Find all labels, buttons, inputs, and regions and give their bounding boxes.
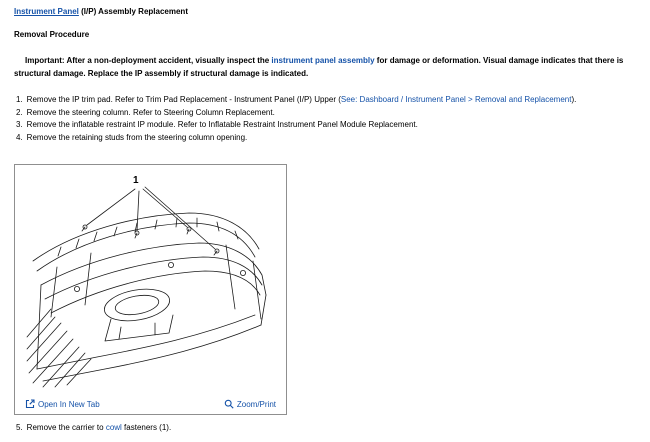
page-title bbox=[14, 7, 636, 17]
step-4-number: 4. bbox=[16, 132, 23, 142]
step-5-number: 5. bbox=[16, 423, 23, 432]
zoom-print-label: Zoom/Print bbox=[236, 399, 276, 409]
step-2 bbox=[16, 107, 636, 120]
important-text-after: for damage or deformation. Visual damage indicates that there is structural damage. Replace the IP assembly if structural damage is indicated. bbox=[14, 56, 624, 78]
step-5 bbox=[16, 422, 636, 435]
step-1-text bbox=[27, 94, 577, 107]
cowl-link[interactable]: cowl bbox=[105, 423, 122, 432]
zoom-print-link[interactable] bbox=[224, 399, 276, 409]
step-2-text: Remove the steering column. Refer to Steering Column Replacement. bbox=[26, 107, 275, 117]
important-label: Important: bbox=[25, 56, 65, 65]
title-instrument-panel-link[interactable]: Instrument Panel bbox=[14, 7, 79, 16]
step-1-text-after: ). bbox=[571, 95, 577, 104]
open-in-new-tab-icon bbox=[25, 399, 35, 409]
step-1-text-before: Remove the IP trim pad. Refer to Trim Pad Replacement - Instrument Panel (I/P) Upper ( bbox=[26, 95, 341, 104]
instrument-panel-drawing bbox=[21, 169, 281, 397]
step-3 bbox=[16, 119, 636, 132]
diagram-figure bbox=[14, 164, 287, 415]
open-in-new-tab-link[interactable] bbox=[25, 399, 100, 409]
magnifier-icon bbox=[224, 399, 234, 409]
step-3-text: Remove the inflatable restraint IP module. Refer to Inflatable Restraint Instrument Panel Module Replacement. bbox=[26, 120, 418, 129]
important-text-before: After a non-deployment accident, visually inspect the bbox=[64, 56, 272, 65]
step-1 bbox=[16, 94, 636, 107]
step-4-text: Remove the retaining studs from the steering column opening. bbox=[26, 132, 248, 142]
step-5-text-after: fasteners (1). bbox=[121, 423, 172, 432]
step-1-reference-link[interactable]: See: Dashboard / Instrument Panel > Removal and Replacement bbox=[340, 95, 572, 104]
step-5-text bbox=[27, 422, 172, 435]
important-note bbox=[14, 54, 636, 80]
step-4 bbox=[16, 132, 636, 145]
instrument-panel-diagram bbox=[15, 165, 286, 397]
step-5-text-before: Remove the carrier to bbox=[26, 423, 106, 432]
figure-callout-1: 1 bbox=[132, 175, 139, 186]
open-in-new-tab-label: Open In New Tab bbox=[38, 399, 100, 409]
step-3-number: 3. bbox=[16, 120, 23, 129]
step-2-number: 2. bbox=[16, 107, 23, 117]
instrument-panel-assembly-link[interactable]: instrument panel assembly bbox=[271, 56, 375, 65]
title-rest: (I/P) Assembly Replacement bbox=[78, 7, 188, 16]
section-heading: Removal Procedure bbox=[14, 30, 90, 39]
figure-toolbar bbox=[15, 397, 286, 414]
step-1-number: 1. bbox=[16, 95, 23, 104]
removal-step-list bbox=[16, 94, 636, 144]
